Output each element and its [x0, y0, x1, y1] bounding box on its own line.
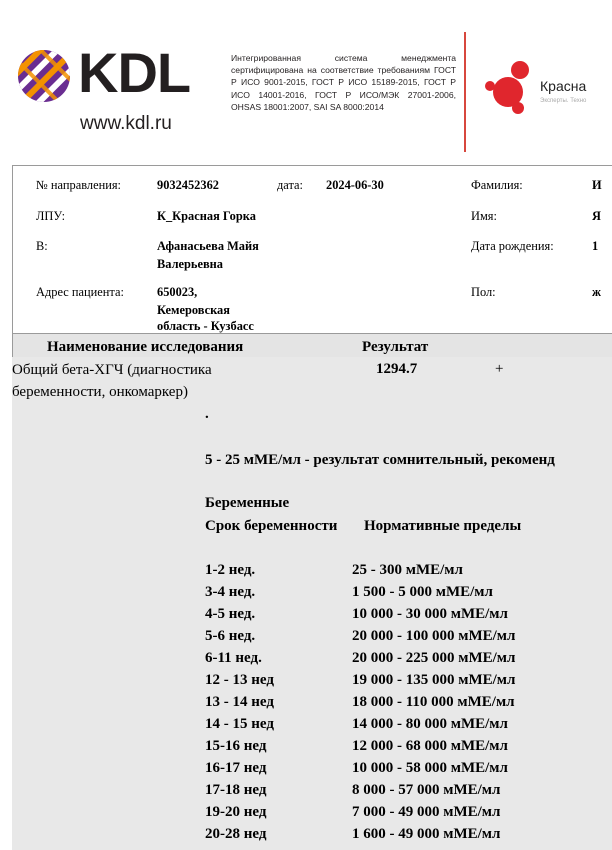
referral-label: № направления:	[36, 178, 121, 192]
date-label: дата:	[277, 178, 303, 192]
reference-range: 1 500 - 5 000 мМЕ/мл	[352, 584, 493, 600]
reference-range: 19 000 - 135 000 мМЕ/мл	[352, 672, 516, 688]
test-name-line2: беременности, онкомаркер)	[12, 384, 188, 400]
reference-note: 5 - 25 мМЕ/мл - результат сомнительный, рекоменд	[205, 452, 555, 468]
address-line1: 650023,	[157, 285, 198, 299]
reference-dot: .	[205, 406, 209, 422]
reference-range: 12 000 - 68 000 мМЕ/мл	[352, 738, 508, 754]
doctor-label: В:	[36, 239, 48, 253]
test-name-line1: Общий бета-ХГЧ (диагностика	[12, 362, 212, 378]
reference-term: 3-4 нед.	[205, 584, 256, 600]
lpu-value: К_Красная Горка	[157, 209, 256, 223]
doctor-name-line1: Афанасьева Майя	[157, 239, 259, 253]
reference-term: 5-6 нед.	[205, 628, 256, 644]
date-value: 2024-06-30	[326, 178, 384, 192]
reference-range: 25 - 300 мМЕ/мл	[352, 562, 463, 578]
kdl-logo-icon	[16, 48, 72, 104]
lpu-label: ЛПУ:	[36, 209, 66, 223]
dob-value: 1	[592, 239, 599, 253]
name-value: Я	[592, 209, 601, 223]
address-line2: Кемеровская	[157, 303, 230, 317]
sex-label: Пол:	[471, 285, 496, 299]
reference-range: 1 600 - 49 000 мМЕ/мл	[352, 826, 501, 842]
test-name	[12, 359, 262, 403]
referral-number: 9032452362	[157, 178, 219, 192]
reference-range: 10 000 - 58 000 мМЕ/мл	[352, 760, 508, 776]
reference-term: 13 - 14 нед	[205, 694, 274, 710]
surname-label: Фамилия:	[471, 178, 523, 192]
kdl-logo-text: KDL	[78, 41, 191, 104]
reference-range: 8 000 - 57 000 мМЕ/мл	[352, 782, 501, 798]
reference-range: 7 000 - 49 000 мМЕ/мл	[352, 804, 501, 820]
result-value: 1294.7	[376, 361, 418, 377]
header-divider	[464, 32, 466, 152]
results-table-header	[12, 333, 612, 357]
reference-range: 20 000 - 225 000 мМЕ/мл	[352, 650, 516, 666]
address-label: Адрес пациента:	[36, 285, 124, 299]
dob-label: Дата рождения:	[471, 239, 554, 253]
reference-term: 17-18 нед	[205, 782, 267, 798]
reference-range: 10 000 - 30 000 мМЕ/мл	[352, 606, 508, 622]
reference-term: 15-16 нед	[205, 738, 267, 754]
reference-term: 20-28 нед	[205, 826, 267, 842]
website-link[interactable]: www.kdl.ru	[80, 113, 172, 134]
report-header	[0, 0, 600, 160]
sex-value: ж	[592, 285, 601, 299]
reference-range: 14 000 - 80 000 мМЕ/мл	[352, 716, 508, 732]
reference-term: 6-11 нед.	[205, 650, 262, 666]
pregnant-title: Беременные	[205, 495, 290, 511]
address-line3: область - Кузбасс	[157, 319, 254, 333]
reference-term: 4-5 нед.	[205, 606, 256, 622]
partner-tagline: Эксперты. Техно	[540, 98, 587, 104]
reference-range: 18 000 - 110 000 мМЕ/мл	[352, 694, 515, 710]
partner-name: Красна	[540, 78, 587, 94]
partner-logo-icon	[478, 56, 542, 120]
reference-term: 12 - 13 нед	[205, 672, 274, 688]
reference-term: 19-20 нед	[205, 804, 267, 820]
reference-range: 20 000 - 100 000 мМЕ/мл	[352, 628, 516, 644]
doctor-name-line2: Валерьевна	[157, 257, 223, 271]
certification-text: Интегрированная система менеджмента сертифицирована на соответствие требованиям ГОСТ Р ИСО 9001-2015, ГОСТ Р ИСО 15189-2015, ГОСТ Р ИСО 14001-2016, ГОСТ Р ИСО/МЭК 27001-2006, OHSAS 18001:2007, SAI SA 8000:2014	[231, 53, 456, 112]
name-label: Имя:	[471, 209, 497, 223]
column-header-term: Срок беременности	[205, 518, 338, 534]
reference-term: 16-17 нед	[205, 760, 267, 776]
results-table-body	[12, 357, 612, 850]
result-flag: +	[495, 361, 504, 377]
column-header-norm: Нормативные пределы	[364, 518, 522, 534]
reference-term: 1-2 нед.	[205, 562, 256, 578]
column-header-test: Наименование исследования	[47, 339, 244, 355]
column-header-result: Результат	[362, 339, 429, 355]
surname-value: И	[592, 178, 602, 192]
reference-term: 14 - 15 нед	[205, 716, 274, 732]
